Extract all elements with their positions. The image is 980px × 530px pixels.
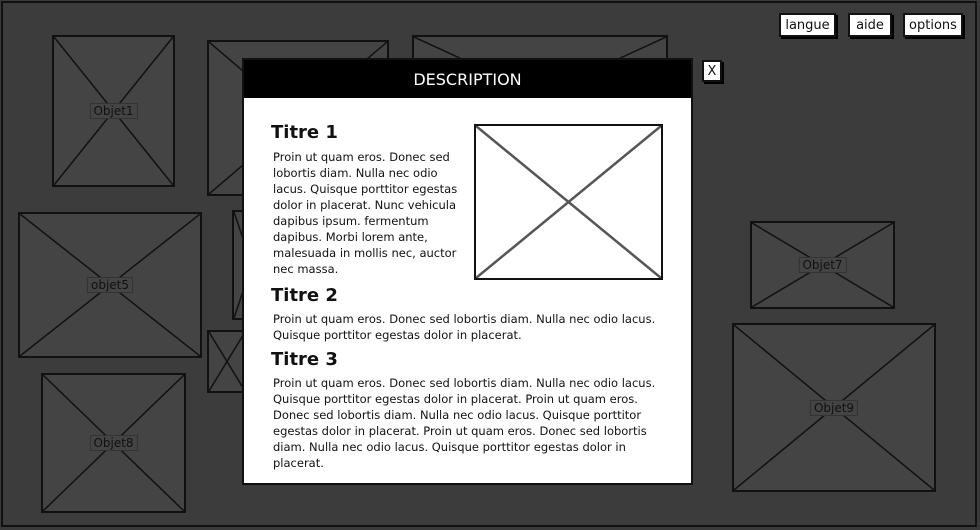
image-placeholder-icon (209, 332, 245, 391)
description-modal (242, 58, 693, 485)
object-placeholder-objet7[interactable] (750, 221, 895, 309)
section-text-3: Proin ut quam eros. Donec sed lobortis diam. Nulla nec odio lacus. Quisque porttitor egestas dolor in placerat. Proin ut quam eros. Donec sed lobortis diam. Nulla nec odio lacus. Quisque porttitor egestas dolor in placerat. Proin ut quam eros. Donec sed lobortis diam. Nulla nec odio lacus. Quisque porttitor egestas dolor in placerat. (273, 376, 656, 470)
section-text-1: Proin ut quam eros. Donec sed lobortis diam. Nulla nec odio lacus. Quisque porttitor egestas dolor in placerat. Nunc vehicula dapibus ipsum. fermentum dapibus. Morbi lorem ante, malesuada in mollis nec, auctor nec massa. (273, 150, 458, 276)
image-placeholder-icon (476, 126, 661, 278)
langue-button[interactable]: langue (779, 13, 836, 37)
section-heading-1: Titre 1 (271, 122, 338, 143)
modal-title: DESCRIPTION (244, 60, 691, 98)
object-label: Objet8 (89, 435, 137, 451)
modal-image-placeholder (474, 124, 663, 280)
section-heading-2: Titre 2 (271, 285, 338, 306)
object-placeholder-objet1[interactable] (52, 35, 175, 187)
aide-button[interactable]: aide (848, 13, 892, 37)
section-text-2: Proin ut quam eros. Donec sed lobortis diam. Nulla nec odio lacus. Quisque porttitor egestas dolor in placerat. (273, 312, 656, 342)
object-placeholder[interactable] (207, 330, 247, 393)
object-label: Objet9 (810, 400, 858, 416)
object-placeholder-objet9[interactable] (732, 323, 936, 492)
object-placeholder-objet8[interactable] (41, 373, 186, 513)
section-heading-3: Titre 3 (271, 349, 338, 370)
object-label: Objet7 (798, 257, 846, 273)
close-button[interactable]: X (702, 60, 722, 82)
object-label: objet5 (87, 277, 133, 293)
object-placeholder-objet5[interactable] (18, 212, 202, 358)
options-button[interactable]: options (903, 13, 963, 37)
object-label: Objet1 (89, 103, 137, 119)
